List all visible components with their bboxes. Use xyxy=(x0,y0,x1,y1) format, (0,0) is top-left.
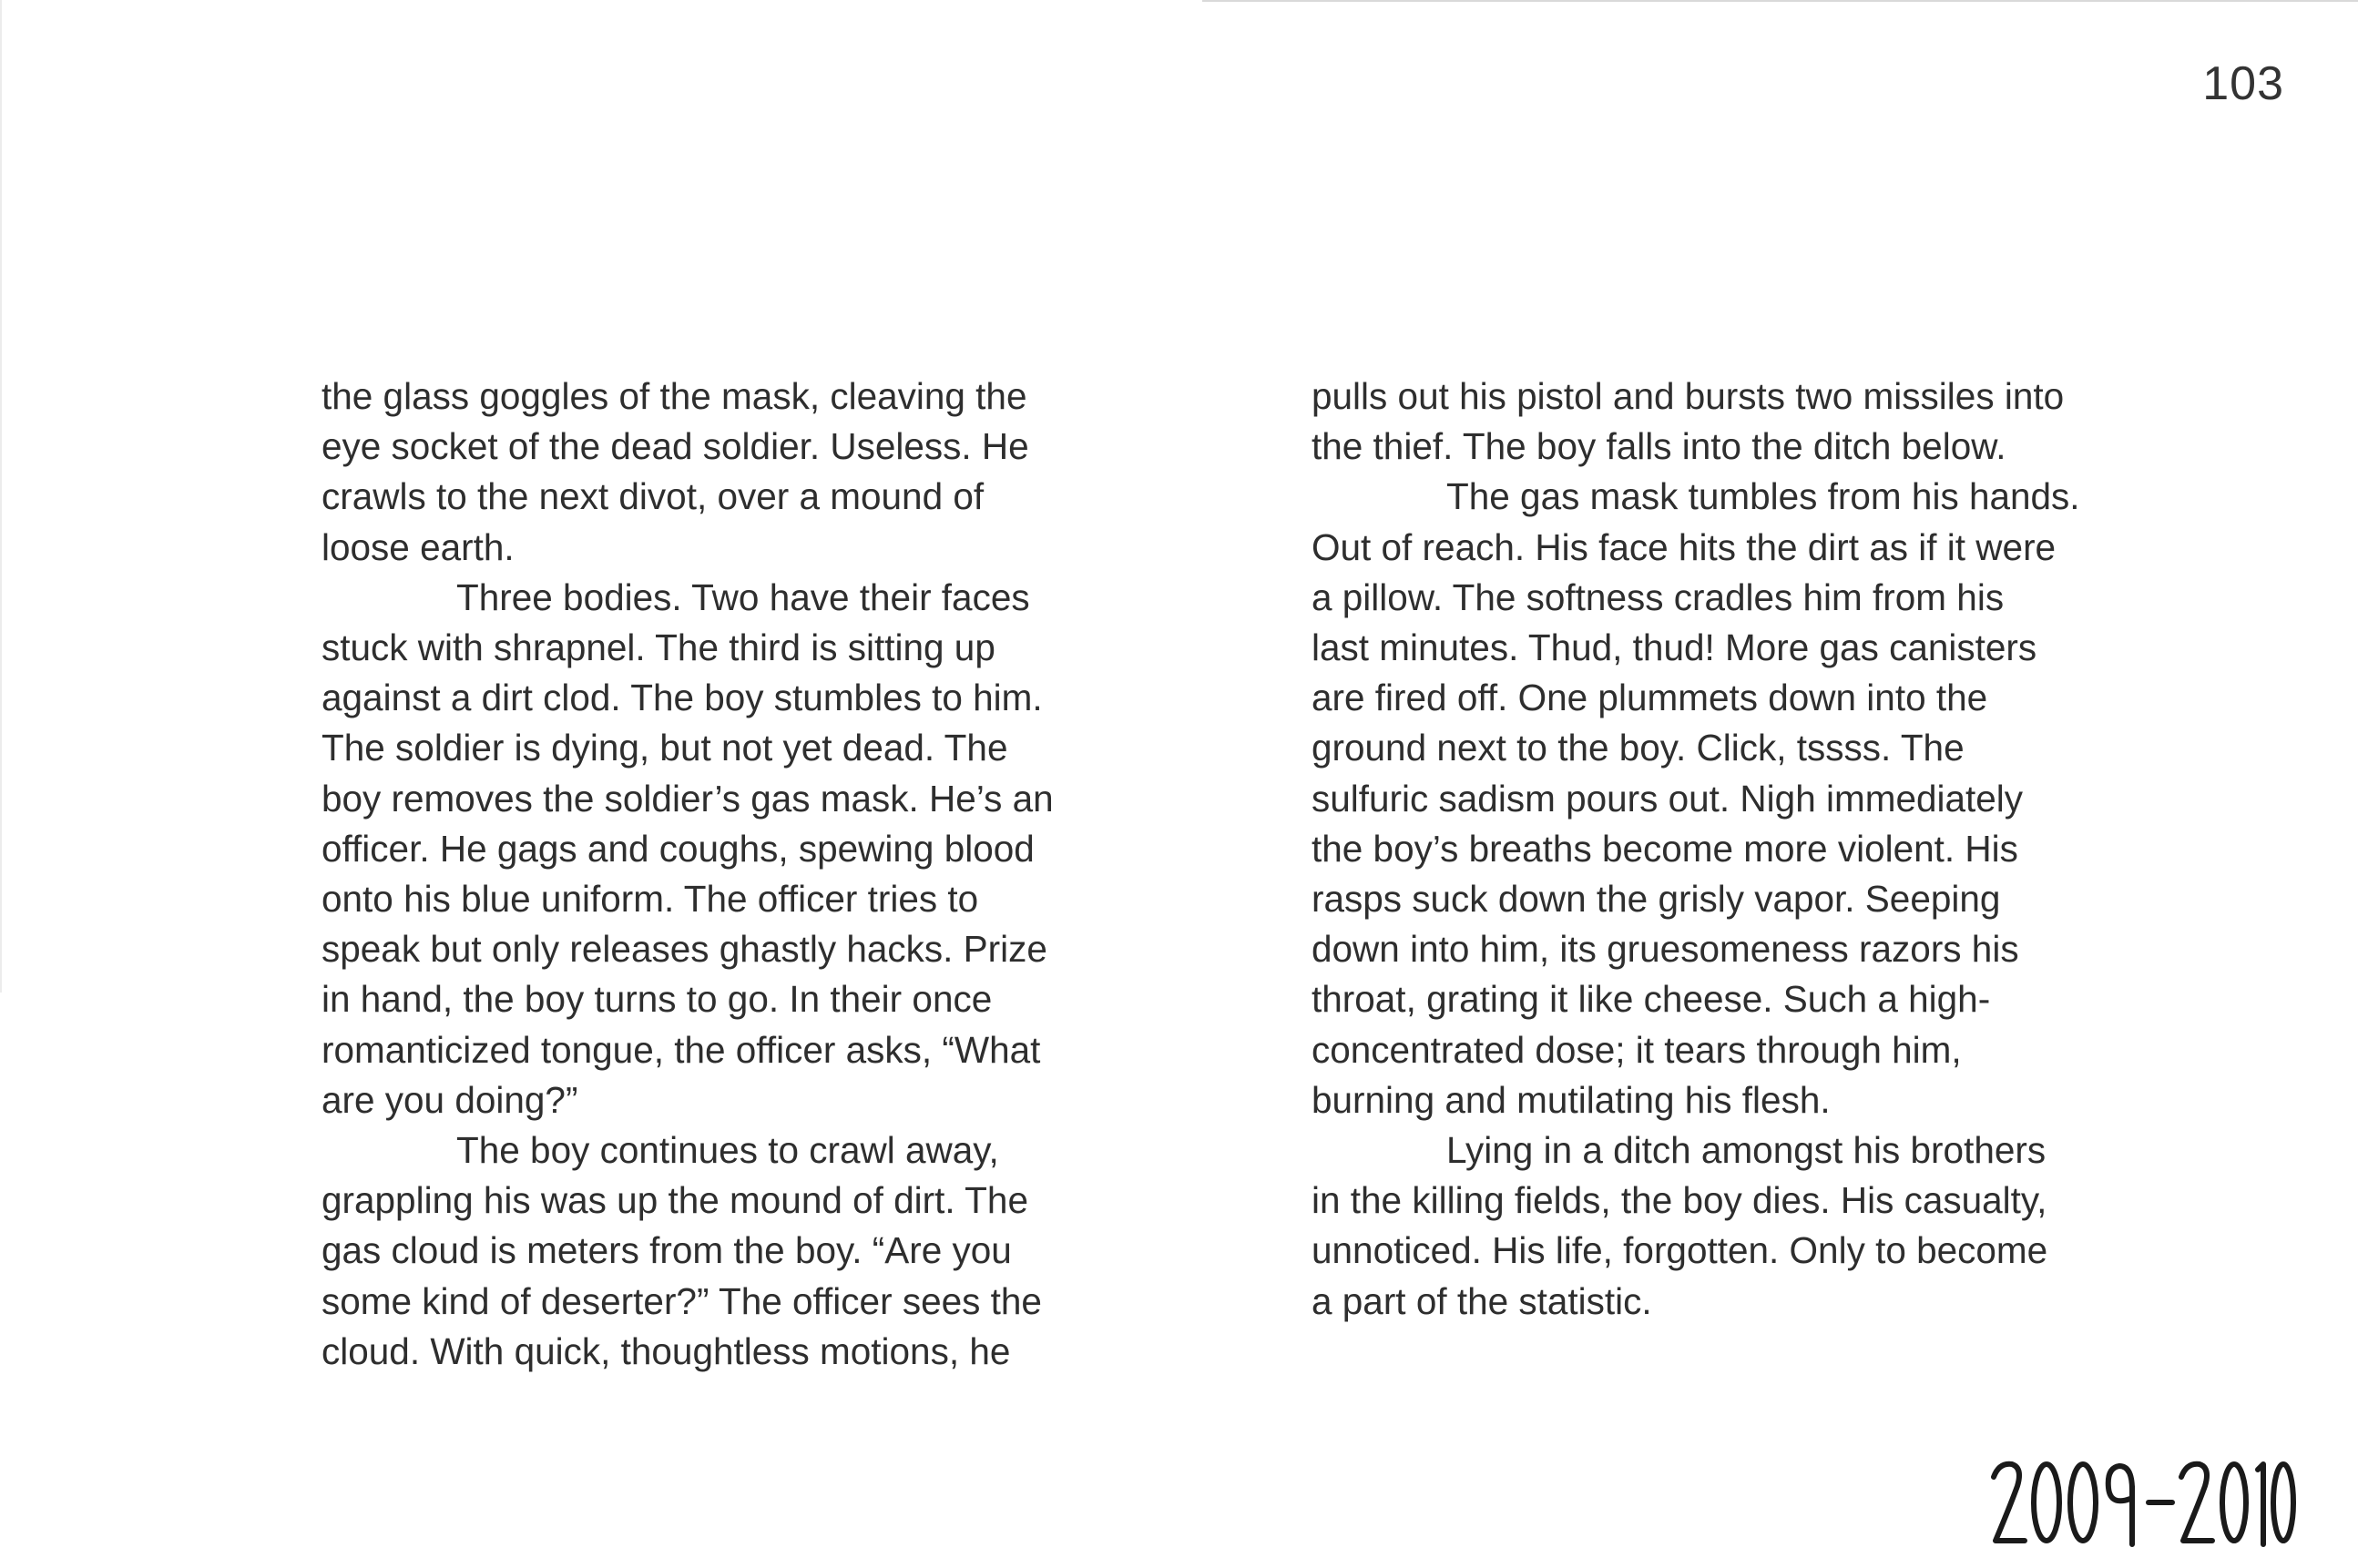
text-line: cloud. With quick, thoughtless motions, he xyxy=(322,1329,1011,1372)
text-line: concentrated dose; it tears through him, xyxy=(1312,1028,1962,1071)
text-line: throat, grating it like cheese. Such a high- xyxy=(1312,978,1991,1021)
text-line: boy removes the soldier’s gas mask. He’s an xyxy=(322,777,1054,820)
left-text-column xyxy=(322,372,1068,1377)
text-line: a part of the statistic. xyxy=(1312,1279,1652,1322)
text-line: Lying in a ditch amongst his brothers xyxy=(1446,1129,2047,1172)
text-line: are you doing?” xyxy=(322,1078,578,1121)
text-line: eye socket of the dead soldier. Useless. He xyxy=(322,425,1029,468)
text-line: officer. He gags and coughs, spewing blood xyxy=(322,827,1035,870)
page-left-edge xyxy=(0,0,2,993)
text-line: The soldier is dying, but not yet dead. The xyxy=(322,727,1008,769)
text-line: burning and mutilating his flesh. xyxy=(1312,1078,1831,1121)
text-line: some kind of deserter?” The officer sees the xyxy=(322,1279,1042,1322)
text-line: gas cloud is meters from the boy. “Are you xyxy=(322,1229,1012,1272)
text-line: in the killing fields, the boy dies. His casualty, xyxy=(1312,1179,2047,1222)
text-line: in hand, the boy turns to go. In their once xyxy=(322,978,993,1021)
text-line: The boy continues to crawl away, xyxy=(456,1129,999,1172)
page-number: 103 xyxy=(2202,57,2284,110)
text-line: unnoticed. His life, forgotten. Only to become xyxy=(1312,1229,2048,1272)
text-line: rasps suck down the grisly vapor. Seeping xyxy=(1312,878,2001,921)
page-top-edge xyxy=(1202,0,2358,2)
text-line: pulls out his pistol and bursts two missiles into xyxy=(1312,375,2065,417)
text-line: sulfuric sadism pours out. Nigh immediately xyxy=(1312,777,2024,820)
handwritten-year-stamp xyxy=(1986,1450,2296,1550)
text-line: are fired off. One plummets down into the xyxy=(1312,677,1988,719)
text-line: Three bodies. Two have their faces xyxy=(456,575,1030,618)
text-line: Out of reach. His face hits the dirt as if it were xyxy=(1312,525,2057,568)
text-line: stuck with shrapnel. The third is sitting up xyxy=(322,626,995,669)
text-line: last minutes. Thud, thud! More gas canisters xyxy=(1312,626,2037,669)
text-line: loose earth. xyxy=(322,525,515,568)
right-text-column xyxy=(1312,372,2095,1327)
text-line: a pillow. The softness cradles him from his xyxy=(1312,575,2005,618)
text-line: the boy’s breaths become more violent. His xyxy=(1312,827,2018,870)
text-line: speak but only releases ghastly hacks. Prize xyxy=(322,928,1047,971)
text-line: grappling his was up the mound of dirt. The xyxy=(322,1179,1028,1222)
text-line: the glass goggles of the mask, cleaving the xyxy=(322,375,1027,417)
text-line: onto his blue uniform. The officer tries to xyxy=(322,878,979,921)
text-line: against a dirt clod. The boy stumbles to him. xyxy=(322,677,1043,719)
text-line: the thief. The boy falls into the ditch below. xyxy=(1312,425,2006,468)
text-line: crawls to the next divot, over a mound of xyxy=(322,475,985,518)
text-line: The gas mask tumbles from his hands. xyxy=(1446,475,2080,518)
text-line: romanticized tongue, the officer asks, “What xyxy=(322,1028,1041,1071)
text-line: ground next to the boy. Click, tssss. The xyxy=(1312,727,1965,769)
text-line: down into him, its gruesomeness razors his xyxy=(1312,928,2019,971)
